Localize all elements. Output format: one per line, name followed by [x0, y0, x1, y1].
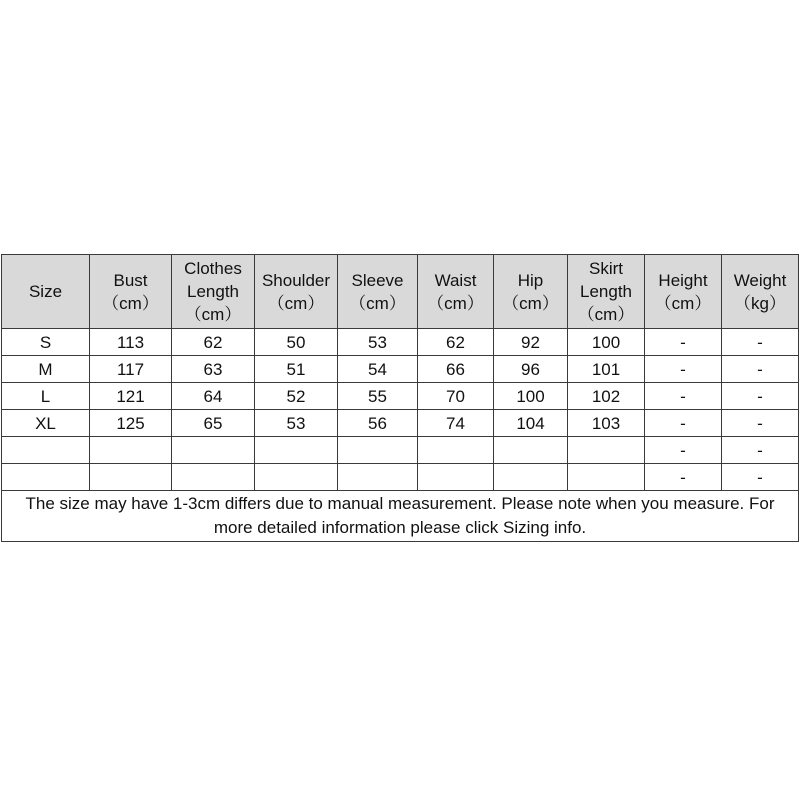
table-cell-waist: 74 — [418, 410, 494, 437]
header-line: Size — [28, 282, 63, 301]
header-line: Waist — [434, 270, 477, 290]
header-line: Weight — [733, 270, 787, 290]
table-cell-weight: - — [722, 437, 799, 464]
header-size — [2, 255, 90, 329]
header-line: （cm） — [502, 293, 559, 313]
header-line: Hip — [517, 270, 544, 290]
table-row — [2, 437, 799, 464]
table-cell-clothes-length: 62 — [172, 329, 255, 356]
header-skirt-length — [568, 255, 645, 329]
header-line: （cm） — [577, 305, 635, 324]
table-body — [2, 329, 799, 491]
header-line: （cm） — [654, 293, 712, 313]
table-cell-sleeve — [338, 464, 418, 491]
table-cell-sleeve: 54 — [338, 356, 418, 383]
table-cell-size: L — [2, 383, 90, 410]
table-cell-clothes-length: 64 — [172, 383, 255, 410]
table-cell-skirt-length: 102 — [568, 383, 645, 410]
header-line: Shoulder — [261, 270, 331, 290]
header-row — [2, 255, 799, 329]
table-cell-shoulder: 53 — [255, 410, 338, 437]
table-cell-skirt-length: 100 — [568, 329, 645, 356]
header-line: （cm） — [102, 293, 159, 313]
table-cell-clothes-length — [172, 437, 255, 464]
table-cell-weight: - — [722, 383, 799, 410]
table-cell-skirt-length: 103 — [568, 410, 645, 437]
header-line: Skirt — [589, 259, 623, 278]
table-cell-hip: 100 — [494, 383, 568, 410]
table-row — [2, 356, 799, 383]
table-cell-waist: 62 — [418, 329, 494, 356]
footer-row — [2, 491, 799, 542]
table-cell-shoulder — [255, 437, 338, 464]
table-cell-waist: 70 — [418, 383, 494, 410]
table-cell-height: - — [645, 383, 722, 410]
table-cell-skirt-length — [568, 464, 645, 491]
header-line: Bust — [113, 270, 148, 290]
header-waist — [418, 255, 494, 329]
header-line: Length — [580, 282, 632, 301]
table-cell-shoulder: 52 — [255, 383, 338, 410]
header-height — [645, 255, 722, 329]
table-cell-shoulder — [255, 464, 338, 491]
header-weight — [722, 255, 799, 329]
table-cell-sleeve: 56 — [338, 410, 418, 437]
table-cell-hip: 104 — [494, 410, 568, 437]
table-cell-bust: 117 — [90, 356, 172, 383]
table-row — [2, 383, 799, 410]
table-cell-sleeve — [338, 437, 418, 464]
header-line: （cm） — [427, 293, 484, 313]
header-line: （cm） — [184, 305, 242, 324]
table-cell-bust — [90, 464, 172, 491]
table-cell-weight: - — [722, 410, 799, 437]
footer-note: The size may have 1-3cm differs due to manual measurement. Please note when you measure. For more detailed information please click Sizing info. — [2, 491, 799, 542]
table-cell-size: S — [2, 329, 90, 356]
table-cell-hip — [494, 437, 568, 464]
table-cell-height: - — [645, 329, 722, 356]
table-cell-shoulder: 50 — [255, 329, 338, 356]
header-clothes-length — [172, 255, 255, 329]
table-row — [2, 464, 799, 491]
table-cell-waist: 66 — [418, 356, 494, 383]
table-cell-sleeve: 53 — [338, 329, 418, 356]
table-cell-size — [2, 464, 90, 491]
table-cell-sleeve: 55 — [338, 383, 418, 410]
table-cell-bust: 125 — [90, 410, 172, 437]
table-cell-bust: 113 — [90, 329, 172, 356]
table-cell-bust: 121 — [90, 383, 172, 410]
table-cell-hip — [494, 464, 568, 491]
header-sleeve — [338, 255, 418, 329]
table-cell-height: - — [645, 410, 722, 437]
header-line: （kg） — [734, 293, 786, 313]
header-line: （cm） — [349, 293, 406, 313]
table-cell-hip: 96 — [494, 356, 568, 383]
table-row — [2, 329, 799, 356]
table-cell-weight: - — [722, 464, 799, 491]
header-shoulder — [255, 255, 338, 329]
table-cell-clothes-length — [172, 464, 255, 491]
table-cell-weight: - — [722, 329, 799, 356]
table-cell-shoulder: 51 — [255, 356, 338, 383]
table-cell-height: - — [645, 356, 722, 383]
table-cell-height: - — [645, 437, 722, 464]
table-cell-size — [2, 437, 90, 464]
header-line: Sleeve — [351, 270, 404, 290]
table-cell-waist — [418, 464, 494, 491]
header-hip — [494, 255, 568, 329]
table-cell-waist — [418, 437, 494, 464]
size-chart-table — [1, 254, 799, 542]
header-line: Length — [187, 282, 239, 301]
table-cell-clothes-length: 63 — [172, 356, 255, 383]
table-cell-weight: - — [722, 356, 799, 383]
header-line: Clothes — [184, 259, 242, 278]
table-cell-height: - — [645, 464, 722, 491]
table-cell-skirt-length — [568, 437, 645, 464]
table-row — [2, 410, 799, 437]
header-line: Height — [658, 270, 708, 290]
table-cell-hip: 92 — [494, 329, 568, 356]
header-line: （cm） — [267, 293, 325, 313]
header-bust — [90, 255, 172, 329]
table-cell-bust — [90, 437, 172, 464]
table-cell-size: XL — [2, 410, 90, 437]
table-cell-skirt-length: 101 — [568, 356, 645, 383]
table-cell-clothes-length: 65 — [172, 410, 255, 437]
table-cell-size: M — [2, 356, 90, 383]
